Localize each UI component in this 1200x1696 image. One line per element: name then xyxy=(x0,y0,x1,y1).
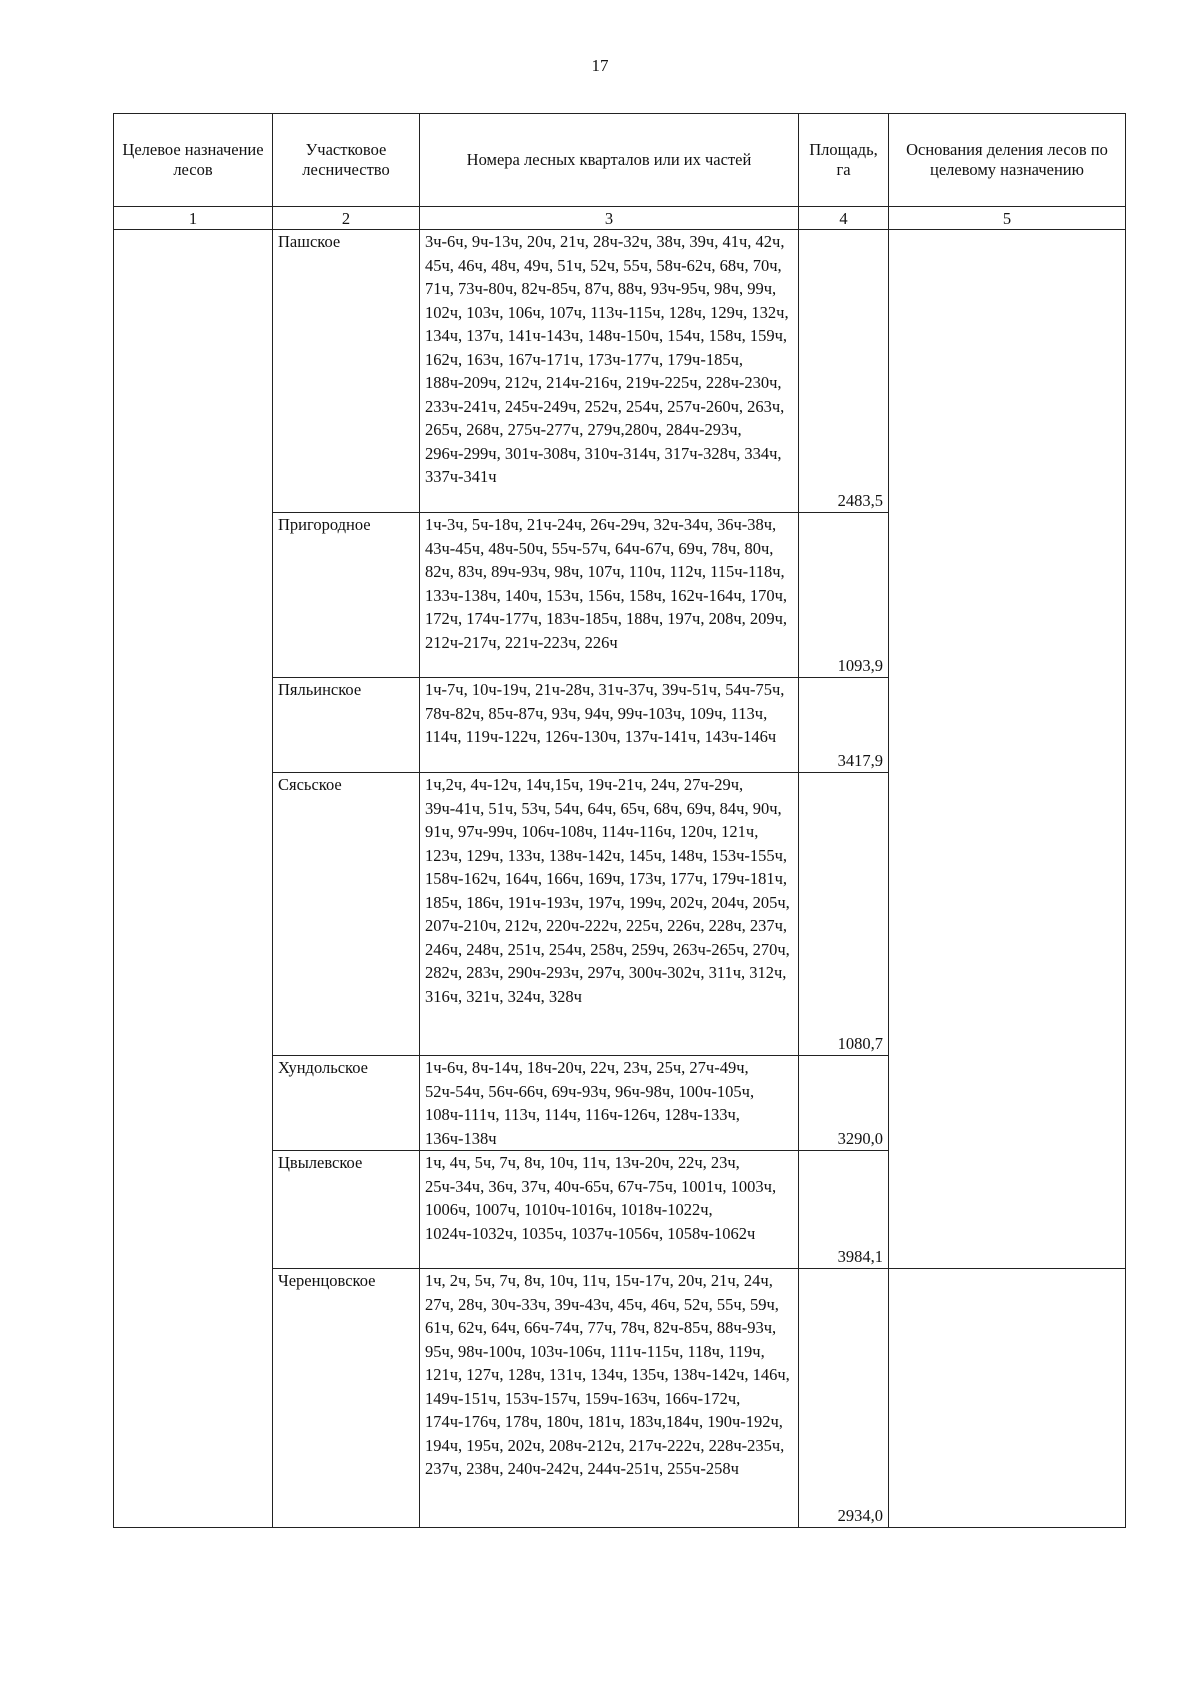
district-cell: Сясьское xyxy=(273,773,420,1056)
purpose-cell xyxy=(114,230,273,1528)
column-number: 4 xyxy=(799,207,889,230)
quarters-cell: 1ч, 2ч, 5ч, 7ч, 8ч, 10ч, 11ч, 15ч-17ч, 20ч, 21ч, 24ч, 27ч, 28ч, 30ч-33ч, 39ч-43ч, 45ч, 46ч, 52ч, 55ч, 59ч, 61ч, 62ч, 64ч, 66ч-74ч, 77ч, 78ч, 82ч-85ч, 88ч-93ч, 95ч, 98ч-100ч, 103ч-106ч, 111ч-115ч, 118ч, 119ч, 121ч, 127ч, 128ч, 131ч, 134ч, 135ч, 138ч-142ч, 146ч, 149ч-151ч, 153ч-157ч, 159ч-163ч, 166ч-172ч, 174ч-176ч, 178ч, 180ч, 181ч, 183ч,184ч, 190ч-192ч, 194ч, 195ч, 202ч, 208ч-212ч, 217ч-222ч, 228ч-235ч, 237ч, 238ч, 240ч-242ч, 244ч-251ч, 255ч-258ч xyxy=(420,1269,799,1528)
quarters-cell: 1ч-7ч, 10ч-19ч, 21ч-28ч, 31ч-37ч, 39ч-51ч, 54ч-75ч, 78ч-82ч, 85ч-87ч, 93ч, 94ч, 99ч-103ч, 109ч, 113ч, 114ч, 119ч-122ч, 126ч-130ч, 137ч-141ч, 143ч-146ч xyxy=(420,678,799,773)
header-quarters: Номера лесных кварталов или их частей xyxy=(420,114,799,207)
area-cell: 3984,1 xyxy=(799,1151,889,1269)
district-cell: Цвылевское xyxy=(273,1151,420,1269)
district-cell: Черенцовское xyxy=(273,1269,420,1528)
district-cell: Пашское xyxy=(273,230,420,513)
area-cell: 3417,9 xyxy=(799,678,889,773)
forest-quarters-table xyxy=(113,113,1126,1528)
header-area: Площадь, га xyxy=(799,114,889,207)
quarters-cell: 1ч-3ч, 5ч-18ч, 21ч-24ч, 26ч-29ч, 32ч-34ч, 36ч-38ч, 43ч-45ч, 48ч-50ч, 55ч-57ч, 64ч-67ч, 69ч, 78ч, 80ч, 82ч, 83ч, 89ч-93ч, 98ч, 107ч, 110ч, 112ч, 115ч-118ч, 133ч-138ч, 140ч, 153ч, 156ч, 158ч, 162ч-164ч, 170ч, 172ч, 174ч-177ч, 183ч-185ч, 188ч, 197ч, 208ч, 209ч, 212ч-217ч, 221ч-223ч, 226ч xyxy=(420,513,799,678)
header-basis: Основания деления лесов по целевому назначению xyxy=(889,114,1126,207)
column-number: 2 xyxy=(273,207,420,230)
basis-cell xyxy=(889,1269,1126,1528)
page-number: 17 xyxy=(591,56,609,75)
column-number: 5 xyxy=(889,207,1126,230)
district-cell: Хундольское xyxy=(273,1056,420,1151)
column-number: 3 xyxy=(420,207,799,230)
header-district: Участковое лесничество xyxy=(273,114,420,207)
area-cell: 2934,0 xyxy=(799,1269,889,1528)
area-cell: 1093,9 xyxy=(799,513,889,678)
area-cell: 1080,7 xyxy=(799,773,889,1056)
district-cell: Пригородное xyxy=(273,513,420,678)
column-number-row xyxy=(114,207,1126,230)
header-row xyxy=(114,114,1126,207)
district-cell: Пяльинское xyxy=(273,678,420,773)
basis-cell xyxy=(889,230,1126,1269)
quarters-cell: 1ч-6ч, 8ч-14ч, 18ч-20ч, 22ч, 23ч, 25ч, 27ч-49ч, 52ч-54ч, 56ч-66ч, 69ч-93ч, 96ч-98ч, 100ч-105ч, 108ч-111ч, 113ч, 114ч, 116ч-126ч, 128ч-133ч, 136ч-138ч xyxy=(420,1056,799,1151)
header-purpose: Целевое назначение лесов xyxy=(114,114,273,207)
column-number: 1 xyxy=(114,207,273,230)
quarters-cell: 3ч-6ч, 9ч-13ч, 20ч, 21ч, 28ч-32ч, 38ч, 39ч, 41ч, 42ч, 45ч, 46ч, 48ч, 49ч, 51ч, 52ч, 55ч, 58ч-62ч, 68ч, 70ч, 71ч, 73ч-80ч, 82ч-85ч, 87ч, 88ч, 93ч-95ч, 98ч, 99ч, 102ч, 103ч, 106ч, 107ч, 113ч-115ч, 128ч, 129ч, 132ч, 134ч, 137ч, 141ч-143ч, 148ч-150ч, 154ч, 158ч, 159ч, 162ч, 163ч, 167ч-171ч, 173ч-177ч, 179ч-185ч, 188ч-209ч, 212ч, 214ч-216ч, 219ч-225ч, 228ч-230ч, 233ч-241ч, 245ч-249ч, 252ч, 254ч, 257ч-260ч, 263ч, 265ч, 268ч, 275ч-277ч, 279ч,280ч, 284ч-293ч, 296ч-299ч, 301ч-308ч, 310ч-314ч, 317ч-328ч, 334ч, 337ч-341ч xyxy=(420,230,799,513)
area-cell: 2483,5 xyxy=(799,230,889,513)
table-row xyxy=(114,230,1126,513)
quarters-cell: 1ч,2ч, 4ч-12ч, 14ч,15ч, 19ч-21ч, 24ч, 27ч-29ч, 39ч-41ч, 51ч, 53ч, 54ч, 64ч, 65ч, 68ч, 69ч, 84ч, 90ч, 91ч, 97ч-99ч, 106ч-108ч, 114ч-116ч, 120ч, 121ч, 123ч, 129ч, 133ч, 138ч-142ч, 145ч, 148ч, 153ч-155ч, 158ч-162ч, 164ч, 166ч, 169ч, 173ч, 177ч, 179ч-181ч, 185ч, 186ч, 191ч-193ч, 197ч, 199ч, 202ч, 204ч, 205ч, 207ч-210ч, 212ч, 220ч-222ч, 225ч, 226ч, 228ч, 237ч, 246ч, 248ч, 251ч, 254ч, 258ч, 259ч, 263ч-265ч, 270ч, 282ч, 283ч, 290ч-293ч, 297ч, 300ч-302ч, 311ч, 312ч, 316ч, 321ч, 324ч, 328ч xyxy=(420,773,799,1056)
quarters-cell: 1ч, 4ч, 5ч, 7ч, 8ч, 10ч, 11ч, 13ч-20ч, 22ч, 23ч, 25ч-34ч, 36ч, 37ч, 40ч-65ч, 67ч-75ч, 1001ч, 1003ч, 1006ч, 1007ч, 1010ч-1016ч, 1018ч-1022ч, 1024ч-1032ч, 1035ч, 1037ч-1056ч, 1058ч-1062ч xyxy=(420,1151,799,1269)
area-cell: 3290,0 xyxy=(799,1056,889,1151)
